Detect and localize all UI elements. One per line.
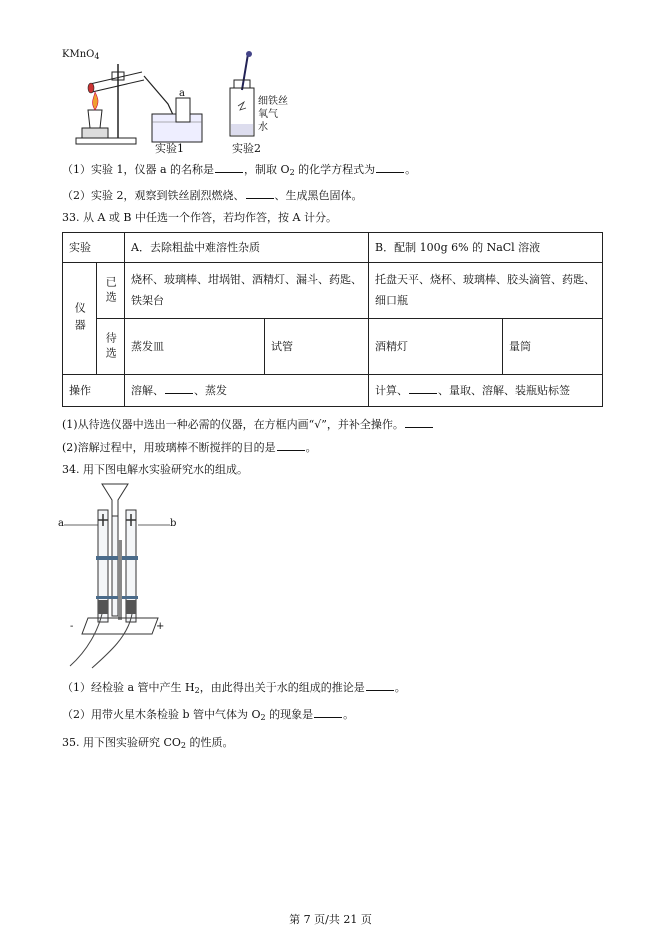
tube-a-label: a [58,518,64,529]
answer-blank[interactable] [376,162,404,173]
experiment1-caption: 实验1 [155,142,184,155]
b-pending-graduated-cylinder[interactable]: 量筒 [503,319,603,375]
a-selected-instruments: 烧杯、玻璃棒、坩埚钳、酒精灯、漏斗、药匙、铁架台 [125,263,369,319]
tube-b-label: b [170,518,177,529]
option-a-title: A．去除粗盐中难溶性杂质 [125,233,369,263]
kmno4-label: KMnO$_4$ [62,49,100,61]
a-pending-evaporating-dish[interactable]: 蒸发皿 [125,319,265,375]
q34-part2: （2）用带火星木条检验 b 管中气体为 $O_2$ 的现象是 。 [62,708,355,722]
header-instruments: 仪器 [63,263,97,375]
q34-title: 34. 用下图电解水实验研究水的组成。 [62,463,248,476]
oxygen-label: 氧气 [258,109,278,120]
header-selected: 已选 [97,263,125,319]
answer-blank[interactable] [314,707,342,718]
answer-blank[interactable] [277,440,305,451]
b-operation: 计算、 、量取、溶解、装瓶贴标签 [369,375,603,407]
electrolysis-apparatus-icon [58,480,188,670]
b-selected-instruments: 托盘天平、烧杯、玻璃棒、胶头滴管、药匙、细口瓶 [369,263,603,319]
experiment1-apparatus-icon [72,58,212,153]
header-operation: 操作 [63,375,125,407]
q32-part2: （2）实验 2，观察到铁丝剧烈燃烧、 、生成黑色固体。 [62,189,363,202]
answer-blank[interactable] [409,383,437,394]
experiment2-caption: 实验2 [232,142,261,155]
q33-part1: (1)从待选仪器中选出一种必需的仪器，在方框内画“√”，并补全操作。 [62,417,434,432]
page-footer: 第 7 页/共 21 页 [289,913,372,926]
instrument-a-label: a [179,88,185,99]
water-label: 水 [258,122,268,133]
answer-blank[interactable] [405,417,433,428]
answer-blank[interactable] [165,383,193,394]
plus-terminal-label: + [156,621,165,632]
option-b-title: B．配制 100g 6% 的 NaCl 溶液 [369,233,603,263]
figure-experiments [62,44,322,156]
header-pending: 待选 [97,319,125,375]
b-pending-alcohol-lamp[interactable]: 酒精灯 [369,319,503,375]
q33-title: 33. 从 A 或 B 中任选一个作答，若均作答，按 A 计分。 [62,211,337,224]
minus-terminal-label: - [70,621,74,632]
experiment2-apparatus-icon [222,50,262,140]
answer-blank[interactable] [215,162,243,173]
q34-part1: （1）经检验 a 管中产生 $H_2$，由此得出关于水的组成的推论是 。 [62,681,406,695]
wire-label: 细铁丝 [258,96,288,107]
figure-electrolysis [58,480,188,670]
a-pending-test-tube[interactable]: 试管 [265,319,369,375]
a-operation: 溶解、 、蒸发 [125,375,369,407]
answer-blank[interactable] [366,680,394,691]
q33-table [62,232,603,407]
header-experiment: 实验 [63,233,125,263]
answer-blank[interactable] [246,188,274,199]
q33-part2: (2)溶解过程中，用玻璃棒不断搅拌的目的是 。 [62,441,317,454]
q32-part1: （1）实验 1，仪器 a 的名称是 ，制取 $O_2$ 的化学方程式为 。 [62,163,417,177]
q35-title: 35. 用下图实验研究 $CO_2$ 的性质。 [62,736,234,750]
